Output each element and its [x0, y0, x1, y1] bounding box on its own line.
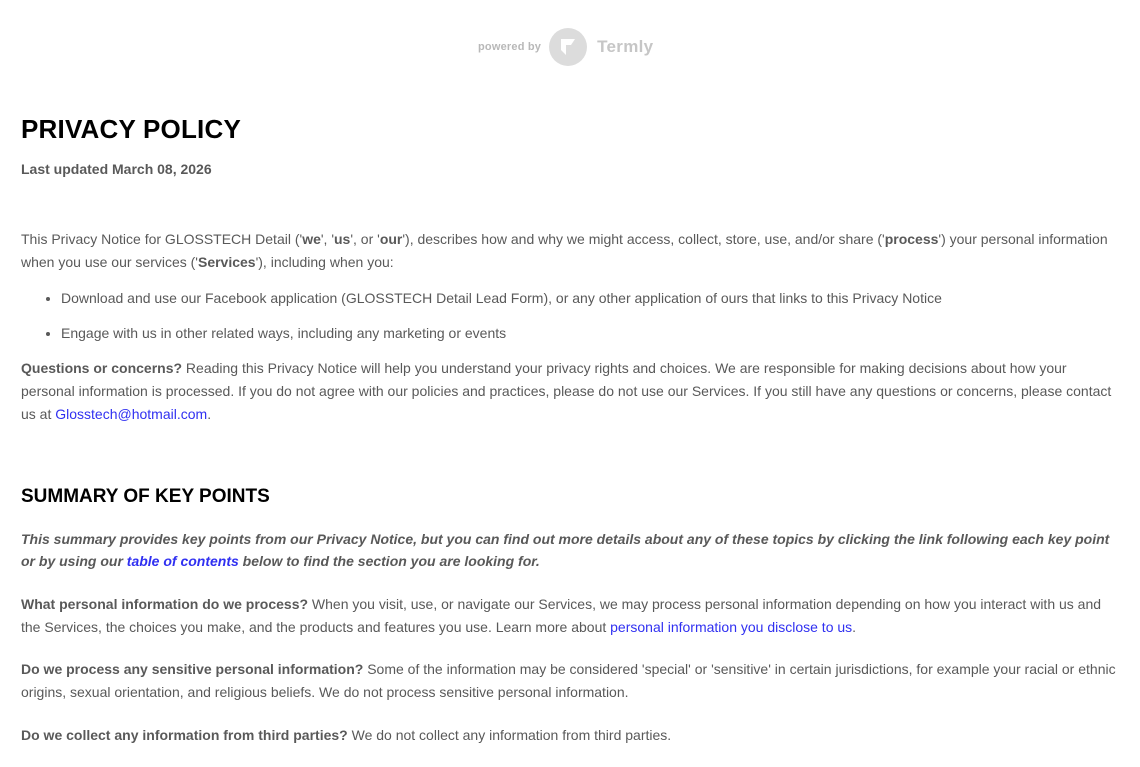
page-title: PRIVACY POLICY	[21, 114, 241, 144]
summary-heading: SUMMARY OF KEY POINTS	[21, 485, 270, 507]
key-point-end: .	[852, 618, 857, 635]
intro-paragraph	[21, 228, 1116, 273]
intro-text: This Privacy Notice for GLOSSTECH Detail ('	[21, 231, 303, 247]
powered-by-termly-badge[interactable]	[478, 28, 653, 66]
key-point-sensitive-info	[21, 658, 1116, 703]
termly-wordmark: Termly	[597, 37, 654, 56]
term-process: process	[884, 231, 939, 247]
table-of-contents-link[interactable]: table of contents	[126, 553, 239, 570]
key-point-third-parties	[21, 724, 1116, 747]
questions-paragraph	[21, 357, 1116, 425]
intro-text: '), including when you:	[255, 253, 394, 270]
term-our: our	[379, 231, 403, 247]
list-item: • Engage with us in other related ways, including any marketing or events	[61, 322, 1116, 344]
term-services: Services	[197, 253, 256, 270]
last-updated: Last updated March 08, 2026	[21, 161, 212, 177]
key-point-answer: Some of the information may be considered 'special' or 'sensitive' in certain jurisdictions, for example your racial or ethnic origins, sexual orientation, and religious beliefs. We do not process sensitive personal information.	[21, 661, 1116, 701]
term-we: we	[302, 231, 321, 247]
summary-intro	[21, 528, 1116, 573]
key-point-personal-info	[21, 593, 1116, 638]
intro-text: ', or '	[350, 231, 380, 247]
intro-text: ', '	[320, 231, 334, 247]
personal-info-disclose-link[interactable]: personal information you disclose to us	[610, 618, 853, 635]
key-point-question: Do we collect any information from third parties?	[21, 726, 348, 743]
key-point-answer: When you visit, use, or navigate our Services, we may process personal information depending on how you interact with us and the Services, the choices you make, and the products and features you use. Learn more about	[21, 595, 1102, 635]
privacy-policy-content	[21, 112, 1116, 746]
intro-text: ') your personal information when you use our services ('	[21, 231, 1108, 270]
questions-end: .	[207, 405, 212, 422]
summary-intro-text: This summary provides key points from our Privacy Notice, but you can find out more details about any of these topics by clicking the link following each key point or by using our	[21, 530, 1110, 570]
services-list	[21, 287, 1116, 344]
term-us: us	[334, 231, 351, 247]
questions-label: Questions or concerns?	[21, 360, 183, 377]
termly-logo-icon	[549, 28, 587, 66]
contact-email-link[interactable]: Glosstech@hotmail.com	[55, 405, 208, 422]
powered-by-label: powered by	[478, 41, 542, 53]
key-point-question: Do we process any sensitive personal information?	[21, 661, 364, 678]
questions-text: Reading this Privacy Notice will help you understand your privacy rights and choices. We are responsible for making decisions about how your personal information is processed. If you do not agree with our policies and practices, please do not use our Services. If you still have any questions or concerns, please contact us at	[21, 360, 1112, 422]
summary-intro-text: below to find the section you are looking for.	[238, 553, 540, 570]
key-point-answer: We do not collect any information from third parties.	[347, 726, 672, 743]
key-point-question: What personal information do we process?	[21, 595, 309, 612]
list-item: • Download and use our Facebook application (GLOSSTECH Detail Lead Form), or any other application of ours that links to this Privacy Notice	[61, 287, 1116, 309]
intro-text: '), describes how and why we might access, collect, store, use, and/or share ('	[402, 231, 885, 247]
